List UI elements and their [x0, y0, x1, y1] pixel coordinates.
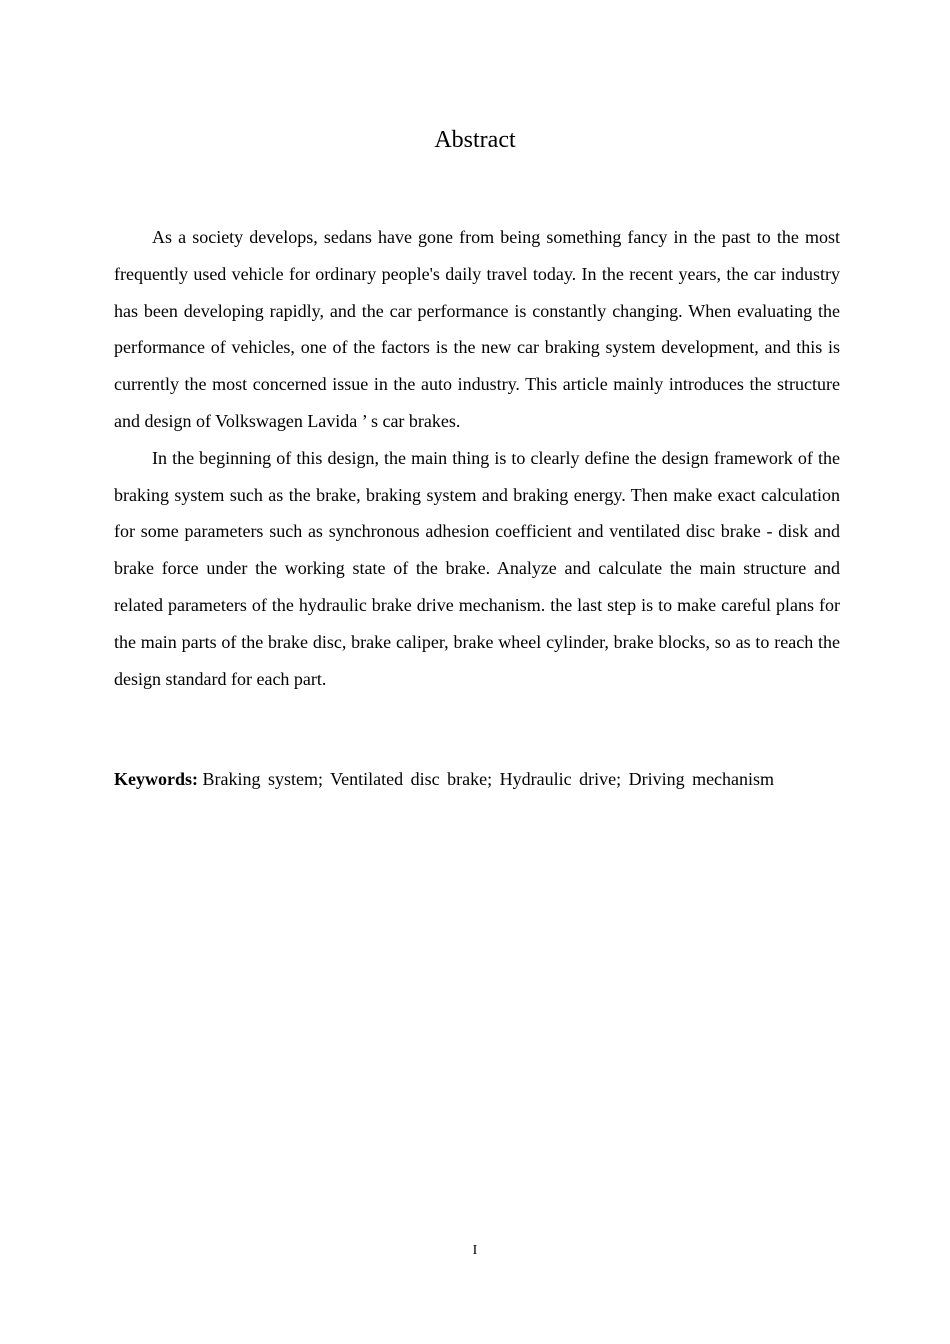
page-number: I — [472, 1243, 478, 1258]
abstract-paragraph-2: In the beginning of this design, the main thing is to clearly define the design framework of the braking system such as the brake, braking system and braking energy. Then make exact calculation for some parameters such as synchronous adhesion coefficient and ventilated disc brake - disk and brake force under the working state of the brake. Analyze and calculate the main structure and related parameters of the hydraulic brake drive mechanism. the last step is to make careful plans for the main parts of the brake disc, brake caliper, brake wheel cylinder, brake blocks, so as to reach the design standard for each part. — [114, 447, 840, 689]
keywords-line — [114, 764, 840, 794]
keywords-label: Keywords: — [114, 769, 198, 789]
keywords-values: Braking system; Ventilated disc brake; Hydraulic drive; Driving mechanism — [202, 769, 775, 789]
abstract-paragraph-1: As a society develops, sedans have gone from being something fancy in the past to the most frequently used vehicle for ordinary people's daily travel today. In the recent years, the car industry has been developing rapidly, and the car performance is constantly changing. When evaluating the performance of vehicles, one of the factors is the new car braking system development, and this is currently the most concerned issue in the auto industry. This article mainly introduces the structure and design of Volkswagen Lavida ’ s car brakes. — [114, 227, 840, 431]
abstract-title: Abstract — [434, 127, 516, 153]
abstract-body — [114, 219, 840, 697]
